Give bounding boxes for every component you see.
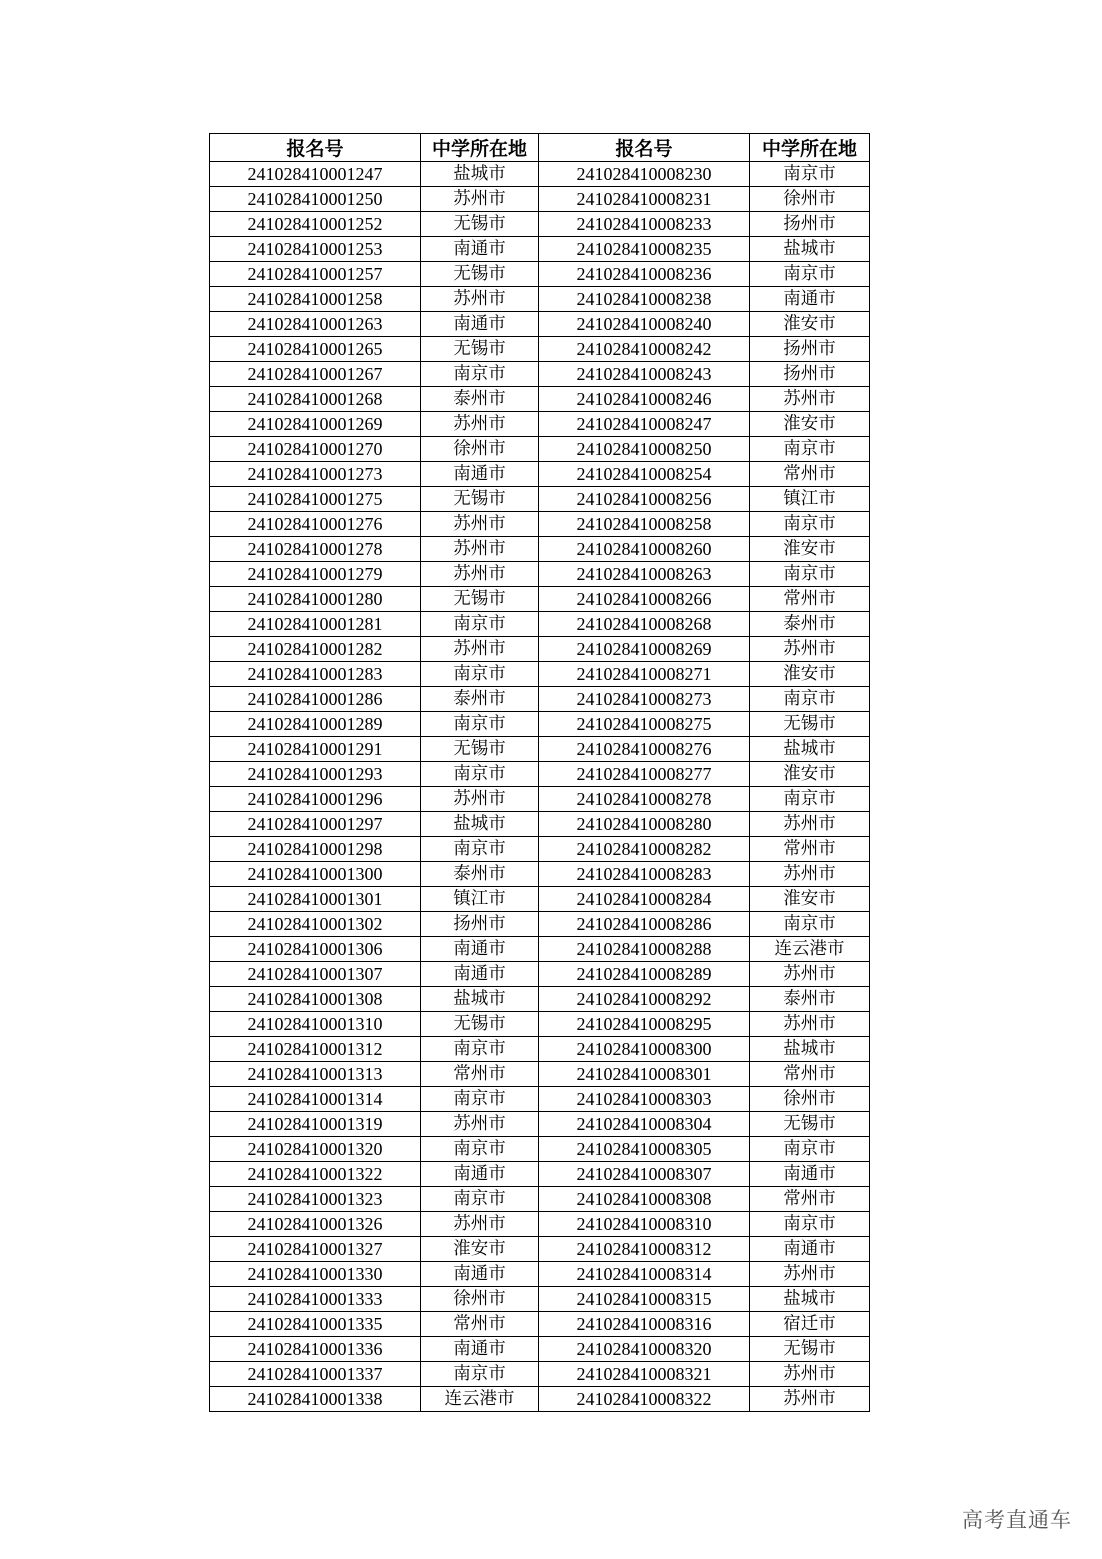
registration-number-cell: 241028410008256 xyxy=(539,487,750,512)
registration-number-cell: 241028410001302 xyxy=(210,912,421,937)
registration-number-cell: 241028410008276 xyxy=(539,737,750,762)
school-location-cell: 南京市 xyxy=(421,762,539,787)
school-location-cell: 南京市 xyxy=(421,1362,539,1387)
school-location-cell: 常州市 xyxy=(421,1062,539,1087)
school-location-cell: 徐州市 xyxy=(750,187,870,212)
school-location-cell: 徐州市 xyxy=(750,1087,870,1112)
registration-number-cell: 241028410001252 xyxy=(210,212,421,237)
school-location-cell: 无锡市 xyxy=(421,587,539,612)
table-row xyxy=(210,1212,870,1237)
registration-number-cell: 241028410008315 xyxy=(539,1287,750,1312)
registration-number-cell: 241028410001306 xyxy=(210,937,421,962)
registration-number-cell: 241028410008314 xyxy=(539,1262,750,1287)
school-location-cell: 盐城市 xyxy=(421,162,539,187)
school-location-cell: 徐州市 xyxy=(421,437,539,462)
school-location-cell: 苏州市 xyxy=(421,287,539,312)
school-location-cell: 南通市 xyxy=(421,312,539,337)
school-location-cell: 泰州市 xyxy=(421,862,539,887)
table-row xyxy=(210,1337,870,1362)
registration-number-cell: 241028410001326 xyxy=(210,1212,421,1237)
table-row xyxy=(210,262,870,287)
registration-number-cell: 241028410001263 xyxy=(210,312,421,337)
registration-number-cell: 241028410008304 xyxy=(539,1112,750,1137)
table-row xyxy=(210,912,870,937)
table-row xyxy=(210,962,870,987)
school-location-cell: 宿迁市 xyxy=(750,1312,870,1337)
table-row xyxy=(210,512,870,537)
table-row xyxy=(210,287,870,312)
registration-number-cell: 241028410001322 xyxy=(210,1162,421,1187)
school-location-cell: 苏州市 xyxy=(421,787,539,812)
school-location-cell: 无锡市 xyxy=(421,212,539,237)
registration-number-cell: 241028410008280 xyxy=(539,812,750,837)
school-location-cell: 南通市 xyxy=(421,962,539,987)
school-location-cell: 扬州市 xyxy=(421,912,539,937)
registration-number-cell: 241028410008235 xyxy=(539,237,750,262)
table-row xyxy=(210,987,870,1012)
school-location-cell: 苏州市 xyxy=(421,1212,539,1237)
registration-number-cell: 241028410001273 xyxy=(210,462,421,487)
registration-number-cell: 241028410001278 xyxy=(210,537,421,562)
table-row xyxy=(210,362,870,387)
table-row xyxy=(210,937,870,962)
school-location-cell: 连云港市 xyxy=(750,937,870,962)
registration-number-cell: 241028410001335 xyxy=(210,1312,421,1337)
school-location-cell: 泰州市 xyxy=(750,987,870,1012)
school-location-cell: 南京市 xyxy=(750,1212,870,1237)
school-location-cell: 南通市 xyxy=(421,237,539,262)
school-location-cell: 泰州市 xyxy=(750,612,870,637)
school-location-cell: 无锡市 xyxy=(421,337,539,362)
registration-number-cell: 241028410001320 xyxy=(210,1137,421,1162)
watermark-text: 高考直通车 xyxy=(962,1508,1072,1532)
school-location-cell: 扬州市 xyxy=(750,212,870,237)
school-location-cell: 镇江市 xyxy=(421,887,539,912)
registration-number-cell: 241028410008282 xyxy=(539,837,750,862)
school-location-cell: 苏州市 xyxy=(421,187,539,212)
school-location-cell: 徐州市 xyxy=(421,1287,539,1312)
school-location-cell: 扬州市 xyxy=(750,337,870,362)
registration-number-cell: 241028410001275 xyxy=(210,487,421,512)
registration-number-cell: 241028410008288 xyxy=(539,937,750,962)
registration-number-cell: 241028410008260 xyxy=(539,537,750,562)
registration-number-cell: 241028410008242 xyxy=(539,337,750,362)
school-location-cell: 南京市 xyxy=(750,687,870,712)
registration-number-cell: 241028410008273 xyxy=(539,687,750,712)
registration-number-cell: 241028410008236 xyxy=(539,262,750,287)
table-row xyxy=(210,1262,870,1287)
header-row xyxy=(210,134,870,162)
registration-number-cell: 241028410008231 xyxy=(539,187,750,212)
school-location-cell: 淮安市 xyxy=(750,662,870,687)
school-location-cell: 苏州市 xyxy=(750,637,870,662)
registration-number-cell: 241028410008310 xyxy=(539,1212,750,1237)
school-location-cell: 南通市 xyxy=(421,937,539,962)
school-location-cell: 无锡市 xyxy=(421,737,539,762)
school-location-cell: 苏州市 xyxy=(750,387,870,412)
registration-number-cell: 241028410001307 xyxy=(210,962,421,987)
school-location-cell: 淮安市 xyxy=(750,412,870,437)
school-location-cell: 常州市 xyxy=(750,587,870,612)
registration-number-cell: 241028410001336 xyxy=(210,1337,421,1362)
registration-number-cell: 241028410001269 xyxy=(210,412,421,437)
registration-number-cell: 241028410008233 xyxy=(539,212,750,237)
registration-number-cell: 241028410008254 xyxy=(539,462,750,487)
registration-number-cell: 241028410001314 xyxy=(210,1087,421,1112)
registration-number-cell: 241028410001319 xyxy=(210,1112,421,1137)
table-row xyxy=(210,1087,870,1112)
registration-number-cell: 241028410008263 xyxy=(539,562,750,587)
school-location-cell: 无锡市 xyxy=(750,712,870,737)
registration-number-cell: 241028410008295 xyxy=(539,1012,750,1037)
registration-number-cell: 241028410001258 xyxy=(210,287,421,312)
registration-number-cell: 241028410008292 xyxy=(539,987,750,1012)
registration-number-cell: 241028410008275 xyxy=(539,712,750,737)
school-location-cell: 苏州市 xyxy=(750,812,870,837)
table-row xyxy=(210,162,870,187)
table-row xyxy=(210,437,870,462)
table-row xyxy=(210,1287,870,1312)
registration-number-cell: 241028410008303 xyxy=(539,1087,750,1112)
school-location-cell: 南京市 xyxy=(750,1137,870,1162)
table-row xyxy=(210,762,870,787)
registration-number-cell: 241028410008238 xyxy=(539,287,750,312)
school-location-cell: 南京市 xyxy=(750,912,870,937)
school-location-cell: 苏州市 xyxy=(421,512,539,537)
table-row xyxy=(210,1162,870,1187)
registration-number-cell: 241028410008286 xyxy=(539,912,750,937)
school-location-cell: 常州市 xyxy=(421,1312,539,1337)
school-location-cell: 苏州市 xyxy=(750,862,870,887)
school-location-cell: 常州市 xyxy=(750,462,870,487)
table-row xyxy=(210,412,870,437)
school-location-cell: 南通市 xyxy=(421,1162,539,1187)
school-location-cell: 南京市 xyxy=(750,437,870,462)
school-location-cell: 无锡市 xyxy=(750,1337,870,1362)
registration-number-cell: 241028410001257 xyxy=(210,262,421,287)
table-row xyxy=(210,1237,870,1262)
registration-number-cell: 241028410001312 xyxy=(210,1037,421,1062)
table-row xyxy=(210,787,870,812)
registration-number-cell: 241028410001281 xyxy=(210,612,421,637)
school-location-cell: 盐城市 xyxy=(750,1037,870,1062)
table-row xyxy=(210,237,870,262)
registration-number-cell: 241028410001267 xyxy=(210,362,421,387)
school-location-cell: 苏州市 xyxy=(750,1362,870,1387)
school-location-cell: 无锡市 xyxy=(421,487,539,512)
table-row xyxy=(210,637,870,662)
school-location-cell: 无锡市 xyxy=(421,1012,539,1037)
registration-number-cell: 241028410001333 xyxy=(210,1287,421,1312)
registration-number-cell: 241028410001282 xyxy=(210,637,421,662)
registration-number-cell: 241028410001293 xyxy=(210,762,421,787)
registration-number-cell: 241028410001298 xyxy=(210,837,421,862)
school-location-cell: 苏州市 xyxy=(421,1112,539,1137)
school-location-cell: 淮安市 xyxy=(750,762,870,787)
table-row xyxy=(210,462,870,487)
school-location-cell: 南京市 xyxy=(750,162,870,187)
table-row xyxy=(210,1137,870,1162)
school-location-cell: 南通市 xyxy=(750,287,870,312)
school-location-cell: 南京市 xyxy=(421,1087,539,1112)
school-location-cell: 泰州市 xyxy=(421,687,539,712)
registration-number-cell: 241028410001338 xyxy=(210,1387,421,1412)
school-location-cell: 南京市 xyxy=(421,612,539,637)
school-location-cell: 南通市 xyxy=(421,462,539,487)
registration-number-cell: 241028410001247 xyxy=(210,162,421,187)
school-location-cell: 南京市 xyxy=(750,262,870,287)
table-row xyxy=(210,1112,870,1137)
registration-number-cell: 241028410008271 xyxy=(539,662,750,687)
school-location-cell: 泰州市 xyxy=(421,387,539,412)
school-location-cell: 盐城市 xyxy=(421,812,539,837)
school-location-cell: 盐城市 xyxy=(750,1287,870,1312)
registration-number-cell: 241028410008300 xyxy=(539,1037,750,1062)
registration-number-cell: 241028410008258 xyxy=(539,512,750,537)
school-location-cell: 南京市 xyxy=(421,837,539,862)
school-location-cell: 扬州市 xyxy=(750,362,870,387)
registration-number-cell: 241028410008240 xyxy=(539,312,750,337)
registration-number-cell: 241028410008289 xyxy=(539,962,750,987)
header-school-location: 中学所在地 xyxy=(421,134,539,162)
header-registration-number: 报名号 xyxy=(539,134,750,162)
registration-number-cell: 241028410001286 xyxy=(210,687,421,712)
registration-number-cell: 241028410008266 xyxy=(539,587,750,612)
school-location-cell: 南京市 xyxy=(421,712,539,737)
school-location-cell: 南通市 xyxy=(421,1262,539,1287)
registration-number-cell: 241028410008269 xyxy=(539,637,750,662)
registration-number-cell: 241028410001270 xyxy=(210,437,421,462)
school-location-cell: 苏州市 xyxy=(421,412,539,437)
school-location-cell: 无锡市 xyxy=(750,1112,870,1137)
registration-number-cell: 241028410001279 xyxy=(210,562,421,587)
registration-number-cell: 241028410001289 xyxy=(210,712,421,737)
registration-number-cell: 241028410001291 xyxy=(210,737,421,762)
registration-number-cell: 241028410008321 xyxy=(539,1362,750,1387)
table-row xyxy=(210,212,870,237)
registration-number-cell: 241028410001268 xyxy=(210,387,421,412)
table-row xyxy=(210,662,870,687)
registration-number-cell: 241028410008277 xyxy=(539,762,750,787)
header-school-location: 中学所在地 xyxy=(750,134,870,162)
school-location-cell: 南通市 xyxy=(750,1237,870,1262)
school-location-cell: 南京市 xyxy=(750,787,870,812)
school-location-cell: 常州市 xyxy=(750,837,870,862)
school-location-cell: 南京市 xyxy=(421,1187,539,1212)
school-location-cell: 淮安市 xyxy=(750,312,870,337)
school-location-cell: 镇江市 xyxy=(750,487,870,512)
table-row xyxy=(210,1012,870,1037)
registration-number-cell: 241028410001301 xyxy=(210,887,421,912)
registration-number-cell: 241028410008320 xyxy=(539,1337,750,1362)
school-location-cell: 淮安市 xyxy=(421,1237,539,1262)
table-row xyxy=(210,387,870,412)
registration-number-cell: 241028410001327 xyxy=(210,1237,421,1262)
school-location-cell: 盐城市 xyxy=(421,987,539,1012)
registration-number-cell: 241028410001300 xyxy=(210,862,421,887)
table-row xyxy=(210,687,870,712)
school-location-cell: 苏州市 xyxy=(421,537,539,562)
school-location-cell: 南京市 xyxy=(421,1037,539,1062)
school-location-cell: 南通市 xyxy=(750,1162,870,1187)
registration-number-cell: 241028410008284 xyxy=(539,887,750,912)
registration-number-cell: 241028410008312 xyxy=(539,1237,750,1262)
table-row xyxy=(210,587,870,612)
registration-number-cell: 241028410001253 xyxy=(210,237,421,262)
registration-number-cell: 241028410001313 xyxy=(210,1062,421,1087)
table-row xyxy=(210,337,870,362)
registration-number-cell: 241028410001250 xyxy=(210,187,421,212)
school-location-cell: 南京市 xyxy=(750,562,870,587)
school-location-cell: 常州市 xyxy=(750,1187,870,1212)
school-location-cell: 南京市 xyxy=(421,662,539,687)
school-location-cell: 淮安市 xyxy=(750,887,870,912)
registration-number-cell: 241028410008230 xyxy=(539,162,750,187)
school-location-cell: 南京市 xyxy=(421,1137,539,1162)
registration-number-cell: 241028410001323 xyxy=(210,1187,421,1212)
table-row xyxy=(210,887,870,912)
registration-number-cell: 241028410001283 xyxy=(210,662,421,687)
registration-number-cell: 241028410001296 xyxy=(210,787,421,812)
header-registration-number: 报名号 xyxy=(210,134,421,162)
registration-number-cell: 241028410008301 xyxy=(539,1062,750,1087)
admission-table xyxy=(209,133,870,1412)
table-row xyxy=(210,312,870,337)
registration-number-cell: 241028410008308 xyxy=(539,1187,750,1212)
school-location-cell: 盐城市 xyxy=(750,237,870,262)
school-location-cell: 苏州市 xyxy=(421,637,539,662)
school-location-cell: 苏州市 xyxy=(750,1012,870,1037)
registration-number-cell: 241028410001276 xyxy=(210,512,421,537)
registration-number-cell: 241028410008305 xyxy=(539,1137,750,1162)
registration-number-cell: 241028410008268 xyxy=(539,612,750,637)
table-row xyxy=(210,1312,870,1337)
school-location-cell: 无锡市 xyxy=(421,262,539,287)
table-row xyxy=(210,1387,870,1412)
registration-number-cell: 241028410008322 xyxy=(539,1387,750,1412)
registration-number-cell: 241028410008246 xyxy=(539,387,750,412)
school-location-cell: 苏州市 xyxy=(750,1387,870,1412)
table-row xyxy=(210,1362,870,1387)
registration-number-cell: 241028410008250 xyxy=(539,437,750,462)
registration-number-cell: 241028410008247 xyxy=(539,412,750,437)
registration-number-cell: 241028410008243 xyxy=(539,362,750,387)
table-row xyxy=(210,712,870,737)
table-row xyxy=(210,537,870,562)
school-location-cell: 苏州市 xyxy=(750,1262,870,1287)
registration-number-cell: 241028410001337 xyxy=(210,1362,421,1387)
table-row xyxy=(210,562,870,587)
registration-number-cell: 241028410001265 xyxy=(210,337,421,362)
table-row xyxy=(210,862,870,887)
registration-number-cell: 241028410008278 xyxy=(539,787,750,812)
registration-number-cell: 241028410001280 xyxy=(210,587,421,612)
registration-number-cell: 241028410001297 xyxy=(210,812,421,837)
table-row xyxy=(210,487,870,512)
school-location-cell: 常州市 xyxy=(750,1062,870,1087)
table-row xyxy=(210,187,870,212)
registration-number-cell: 241028410001330 xyxy=(210,1262,421,1287)
table-row xyxy=(210,1187,870,1212)
school-location-cell: 南京市 xyxy=(421,362,539,387)
registration-number-cell: 241028410008283 xyxy=(539,862,750,887)
registration-number-cell: 241028410008307 xyxy=(539,1162,750,1187)
table-row xyxy=(210,737,870,762)
school-location-cell: 淮安市 xyxy=(750,537,870,562)
school-location-cell: 连云港市 xyxy=(421,1387,539,1412)
registration-number-cell: 241028410001310 xyxy=(210,1012,421,1037)
table-row xyxy=(210,837,870,862)
table-row xyxy=(210,812,870,837)
school-location-cell: 南通市 xyxy=(421,1337,539,1362)
school-location-cell: 南京市 xyxy=(750,512,870,537)
registration-number-cell: 241028410001308 xyxy=(210,987,421,1012)
school-location-cell: 盐城市 xyxy=(750,737,870,762)
table-row xyxy=(210,1062,870,1087)
table-row xyxy=(210,1037,870,1062)
registration-number-cell: 241028410008316 xyxy=(539,1312,750,1337)
school-location-cell: 苏州市 xyxy=(421,562,539,587)
school-location-cell: 苏州市 xyxy=(750,962,870,987)
table-row xyxy=(210,612,870,637)
